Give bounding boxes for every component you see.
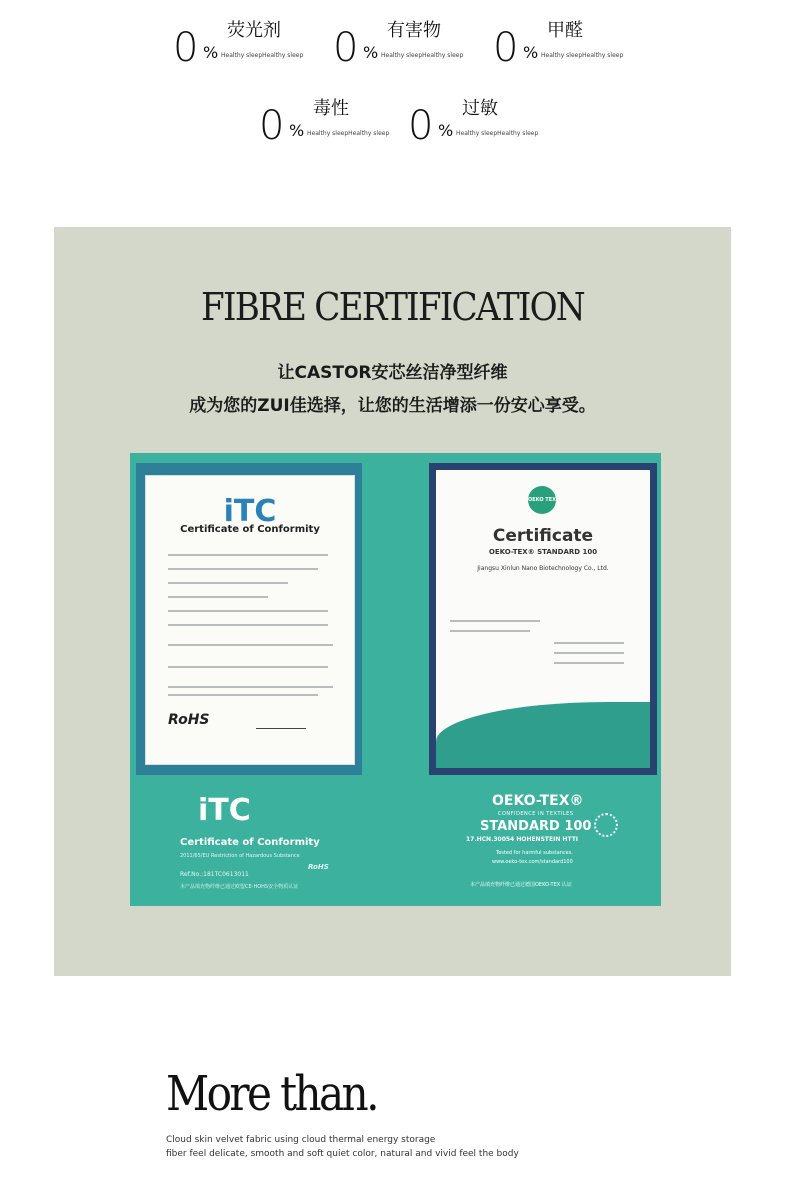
fine-print-line — [450, 630, 530, 632]
oeko-wave-decoration — [436, 702, 650, 768]
itc-footer-caption: Certificate of Conformity — [180, 837, 320, 848]
fine-print-line — [554, 642, 624, 644]
zero-unit: % — [523, 43, 539, 62]
fine-print-line — [168, 694, 318, 696]
zero-unit: % — [203, 43, 219, 62]
oeko-footer-address: 17.HCN.30054 HOHENSTEIN HTTI — [466, 836, 579, 843]
zero-value: 0 — [493, 25, 519, 71]
fine-print-line — [168, 644, 333, 646]
zero-value: 0 — [333, 25, 359, 71]
zero-unit: % — [438, 121, 454, 140]
oeko-flower-icon — [594, 813, 618, 837]
oeko-certificate-title: Certificate — [492, 526, 594, 546]
zero-value: 0 — [259, 103, 285, 149]
zero-badge-formaldehyde — [493, 20, 633, 72]
zero-label: 荧光剂 — [227, 20, 281, 41]
fibre-certification-title: FIBRE CERTIFICATION — [201, 285, 584, 329]
zero-badge-harmful — [333, 20, 473, 72]
more-than-title: More than. — [166, 1066, 377, 1122]
zero-unit: % — [289, 121, 305, 140]
fine-print-line — [168, 624, 328, 626]
itc-certificate — [136, 463, 362, 775]
itc-certificate-page — [145, 475, 355, 765]
fine-print-line — [168, 686, 333, 688]
oeko-tex-certificate — [429, 463, 657, 775]
oeko-footer-confidence: CONFIDENCE IN TEXTILES — [498, 811, 574, 817]
fine-print-line — [450, 620, 540, 622]
panel-line-2: 成为您的ZUI佳选择，让您的生活增添一份安心享受。 — [189, 396, 596, 416]
zero-sub: Healthy sleepHealthy sleep — [456, 130, 539, 137]
fine-print-line — [168, 554, 328, 556]
itc-footer-logo: iTC — [198, 793, 251, 828]
zero-sub: Healthy sleepHealthy sleep — [541, 52, 624, 59]
zero-badge-allergy — [408, 98, 548, 150]
zero-value: 0 — [173, 25, 199, 71]
zero-unit: % — [363, 43, 379, 62]
zero-label: 甲醛 — [547, 20, 583, 41]
rohs-mark: RoHS — [168, 712, 210, 728]
fine-print-line — [168, 582, 288, 584]
itc-logo: iTC — [223, 494, 277, 529]
itc-footer-note: 本产品填充物纤维已通过欧盟CE-HOHS安全物质认证 — [180, 884, 299, 890]
fine-print-line — [554, 652, 624, 654]
certificates-image — [130, 453, 661, 906]
fine-print-line — [168, 610, 328, 612]
itc-certificate-title: Certificate of Conformity — [180, 524, 320, 535]
zero-sub: Healthy sleepHealthy sleep — [221, 52, 304, 59]
zero-value: 0 — [408, 103, 434, 149]
oeko-footer-brand: OEKO-TEX® — [492, 793, 584, 809]
zero-badge-toxicity — [259, 98, 399, 150]
zero-badge-fluorescent — [173, 20, 313, 72]
oeko-footer-tested: Tested for harmful substances. — [496, 850, 573, 856]
oeko-footer-standard: STANDARD 100 — [480, 819, 592, 834]
oeko-company: Jiangsu Xinlun Nano Biotechnology Co., Ltd. — [477, 565, 609, 572]
certification-panel — [54, 227, 731, 976]
zero-label: 有害物 — [387, 20, 441, 41]
zero-sub: Healthy sleepHealthy sleep — [307, 130, 390, 137]
itc-footer-line1: 2011/65/EU Restriction of Hazardous Substance — [180, 853, 300, 859]
itc-footer-ref: Ref.No.:181TC0613011 — [180, 871, 249, 878]
more-line-1: Cloud skin velvet fabric using cloud thermal energy storage — [166, 1135, 436, 1145]
fine-print-line — [168, 666, 328, 668]
oeko-tex-badge: OEKO TEX — [528, 486, 556, 514]
oeko-footer-url: www.oeko-tex.com/standard100 — [492, 859, 573, 865]
oeko-certificate-page — [436, 470, 650, 768]
zero-sub: Healthy sleepHealthy sleep — [381, 52, 464, 59]
more-line-2: fiber feel delicate, smooth and soft quiet color, natural and vivid feel the body — [166, 1149, 519, 1159]
fine-print-line — [168, 596, 268, 598]
oeko-standard: OEKO-TEX® STANDARD 100 — [488, 548, 598, 556]
zero-label: 毒性 — [313, 98, 349, 119]
zero-label: 过敏 — [462, 98, 498, 119]
itc-footer-rohs: RoHS — [308, 863, 329, 871]
oeko-footer-note: 本产品填充物纤维已通过德国OEKO-TEX 认证 — [470, 882, 572, 888]
fine-print-line — [168, 568, 318, 570]
panel-line-1: 让CASTOR安芯丝洁净型纤维 — [277, 363, 508, 383]
fine-print-line — [554, 662, 624, 664]
signature — [256, 704, 306, 729]
